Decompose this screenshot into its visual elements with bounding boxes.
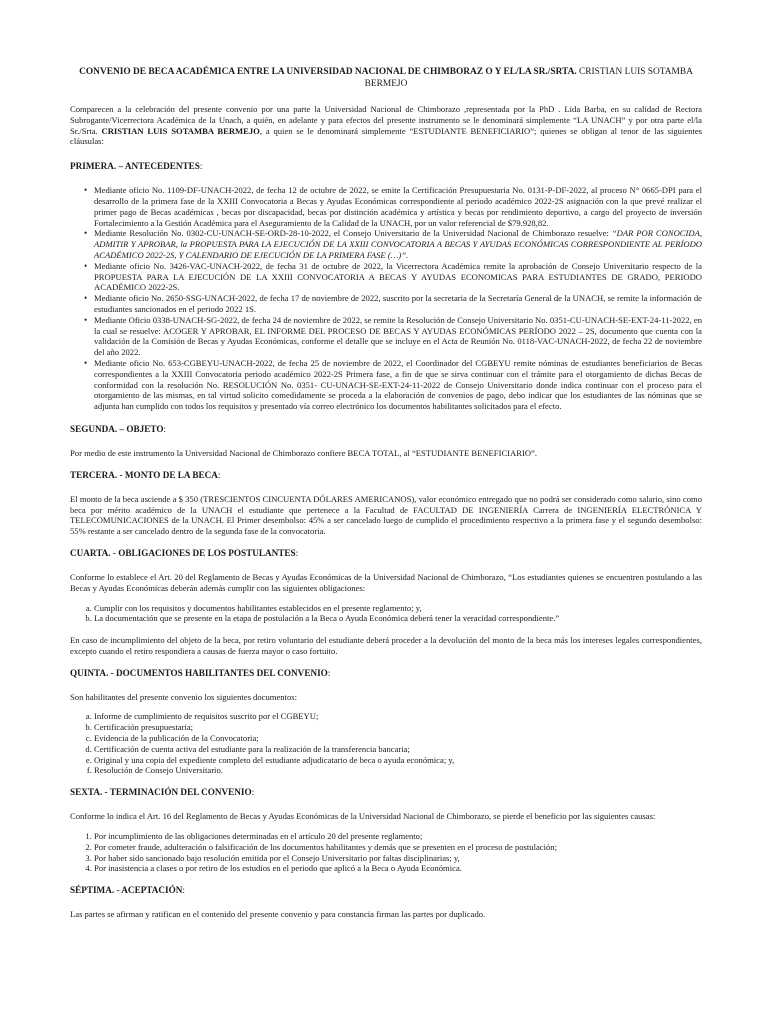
title-name: CRISTIAN LUIS SOTAMBA BERMEJO	[364, 67, 693, 89]
beneficiary-name: CRISTIAN LUIS SOTAMBA BERMEJO	[101, 125, 260, 136]
terminacion-list	[70, 831, 702, 874]
list-item: d. Certificación de cuenta activa del estudiante para la realización de la transferencia bancaria;	[94, 744, 702, 755]
list-item: a. Informe de cumplimiento de requisitos suscrito por el CGBEYU;	[94, 711, 702, 722]
septima-heading-colon: :	[182, 885, 185, 896]
list-item	[84, 228, 702, 260]
cuarta-heading-colon: :	[295, 547, 299, 558]
document-page	[70, 66, 702, 920]
sexta-heading-text: SEXTA. - TERMINACIÓN DEL CONVENIO	[70, 787, 252, 798]
list-item: 1. Por incumplimiento de las obligaciones determinadas en el artículo 20 del presente reglamento;	[94, 831, 702, 842]
list-item	[84, 315, 702, 358]
list-item	[84, 293, 702, 315]
list-item: b. La documentación que se presente en la etapa de postulación a la Beca o Ayuda Económica deberá tener la veracidad correspondiente.”	[94, 613, 702, 624]
antecedente-text: Mediante oficio No. 653-CGBEYU-UNACH-2022, de fecha 25 de noviembre de 2022, el Coordinador del CGBEYU remite nóminas de estudiantes beneficiarios de Becas correspondientes a la XXIII Convocatoria periodo académico 2022-2S Primera fase, a fin de que se sirva continuar con el trámite para el otorgamiento de dichas Becas de conformidad con la resolución No. RESOLUCIÓN No. 0351- CU-UNACH-SE-EXT-24-11-2022 de Consejo Universitario donde indica continuar con el proceso para el otorgamiento de las mismas, en tal virtud solicito comedidamente se proceda a la elaboración de convenios de pago, debo indicar que los estudiantes de las nóminas que se adjunta han cumplido con todos los requisitos y presentado vía correo electrónico los documentos habilitantes solicitados para el efecto.	[94, 357, 702, 412]
obligaciones-list	[70, 603, 702, 625]
list-item: 3. Por haber sido sancionado bajo resolución emitida por el Consejo Universitario por faltas disciplinarias; y,	[94, 853, 702, 864]
documentos-paragraph: Son habilitantes del presente convenio los siguientes documentos:	[70, 691, 297, 702]
segunda-heading-text: SEGUNDA. – OBJETO	[70, 423, 164, 434]
section-heading-segunda	[70, 424, 702, 435]
quinta-heading-colon: :	[327, 667, 331, 678]
antecedente-quote: “DAR POR CONOCIDA, ADMITIR Y APROBAR, la PROPUESTA PARA LA EJECUCIÓN DE LA XXIII CONVOCATORIA A BECAS Y AYUDAS ECONÓMICAS CORRESPONDIENTE AL PERÍODO ACADÉMICO 2022-2S, Y CALENDARIO DE EJECUCIÓN DE LA PRIMERA FASE (…)”.	[94, 228, 702, 260]
antecedentes-list	[70, 185, 702, 412]
aceptacion-paragraph: Las partes se afirman y ratifican en el contenido del presente convenio y para constancia firman las partes por duplicado.	[70, 909, 486, 920]
tercera-heading-text: TERCERA. - MONTO DE LA BECA	[70, 469, 218, 480]
terminacion-paragraph: Conforme lo indica el Art. 16 del Reglamento de Becas y Ayudas Económicas de la Universidad Nacional de Chimborazo, se pierde el beneficio por las siguientes causas:	[70, 811, 656, 822]
list-item: a. Cumplir con los requisitos y documentos habilitantes establecidos en el presente reglamento; y,	[94, 603, 702, 614]
tercera-heading-colon: :	[217, 469, 221, 480]
quinta-heading-text: QUINTA. - DOCUMENTOS HABILITANTES DEL CONVENIO	[70, 667, 328, 678]
list-item: c. Evidencia de la publicación de la Convocatoria;	[94, 733, 702, 744]
section-heading-sexta	[70, 787, 702, 798]
section-heading-tercera	[70, 470, 702, 481]
document-title	[70, 66, 702, 90]
monto-paragraph: El monto de la beca asciende a $ 350 (TRESCIENTOS CINCUENTA DÓLARES AMERICANOS), valor económico entregado que no podrá ser considerado como salario, sino como beca por mérito académico de la UNACH el estudiante que pertenece a la Facultad de FACULTAD DE INGENIERÍA Carrera de INGENIERÍA ELECTRÓNICA Y TELECOMUNICACIONES de la UNACH. El Primer desembolso: 45% a ser cancelado luego de cumplido el procedimiento respectivo a la primera fase y el segundo desembolso: 55% restante a ser cancelado dentro de la segunda fase de la convocatoria.	[70, 493, 702, 537]
section-heading-quinta	[70, 668, 702, 679]
list-item	[84, 358, 702, 412]
objeto-paragraph: Por medio de este instrumento la Universidad Nacional de Chimborazo confiere BECA TOTAL, al “ESTUDIANTE BENEFICIARIO”.	[70, 447, 538, 458]
obligaciones-paragraph: Conforme lo establece el Art. 20 del Reglamento de Becas y Ayudas Económicas de la Universidad Nacional de Chimborazo, “Los estudiantes quienes se encuentren postulando a las Becas y Ayudas Económicas deberán además cumplir con las siguientes obligaciones:	[70, 571, 702, 593]
antecedente-text: Mediante oficio No. 1109-DF-UNACH-2022, de fecha 12 de octubre de 2022, se emite la Certificación Presupuestaria No. 0131-P-DF-2022, al proceso N° 0665-DPI para el desarrollo de la primera fase de la XXIII Convocatoria a Becas y Ayudas Económicas correspondiente al periodo académico 2022-2S asignación con la que prevé realizar el primer pago de Becas académicas , becas por discapacidad, becas por distinción académica y artística y becas por rendimiento deportivo, a cargo del proyecto de inversión Fortalecimiento a la Gestión Académica para el Aseguramiento de la Calidad de la UNACH, por un valor referencial de $79.928,82.	[94, 185, 702, 228]
section-heading-cuarta	[70, 548, 702, 559]
cuarta-heading-text: CUARTA. - OBLIGACIONES DE LOS POSTULANTES	[70, 547, 296, 558]
antecedente-text: Mediante Oficio 0338-UNACH-SG-2022, de fecha 24 de noviembre de 2022, se remite la Resolución de Consejo Universitario No. 0351-CU-UNACH-SE-EXT-24-11-2022, en la cual se resuelve: ACOGER Y APROBAR, EL INFORME DEL PROCESO DE BECAS Y AYUDAS ECONÓMICAS PERÍODO 2022 – 2S, documento que cuenta con la validación de la Comisión de Becas y Ayudas Económicas, conforme el detalle que se incluye en el Acta de Reunión No. 0118-VAC-UNACH-2022, de fecha 22 de noviembre del año 2022.	[94, 314, 702, 358]
list-item	[84, 185, 702, 228]
list-item: e. Original y una copia del expediente completo del estudiante adjudicatario de beca o ayuda económica; y,	[94, 755, 702, 766]
segunda-heading-colon: :	[163, 423, 167, 434]
section-heading-septima	[70, 885, 702, 896]
incumplimiento-paragraph: En caso de incumplimiento del objeto de la beca, por retiro voluntario del estudiante deberá proceder a la devolución del monto de la beca más los intereses legales correspondientes, excepto cuando el retiro respondiera a causas de fuerza mayor o caso fortuito.	[70, 635, 702, 656]
antecedente-text: Mediante oficio No. 2650-SSG-UNACH-2022, de fecha 17 de noviembre de 2022, suscrito por la secretaria de la Secretaría General de la UNACH, se remite la información de estudiantes sancionados en el periodo 2022 1S.	[94, 293, 702, 314]
intro-paragraph	[70, 104, 702, 147]
section-heading-primera	[70, 161, 702, 172]
antecedente-text: Mediante Resolución No. 0302-CU-UNACH-SE-ORD-28-10-2022, el Consejo Universitario de la Universidad Nacional de Chimborazo resuelve:	[94, 228, 612, 239]
antecedente-text: Mediante oficio No. 3426-VAC-UNACH-2022, de fecha 31 de octubre de 2022, la Vicerrectora Académica remite la aprobación de Consejo Universitario respecto de la PROPUESTA PARA LA EJECUCIÓN DE LA XXIII CONVOCATORIA A BECAS Y AYUDAS ECONOMICAS PARA ESTUDIANTES DE GRADO, PERIODO ACADÉMICO 2022-2S.	[94, 260, 702, 293]
intro-part1: Comparecen a la celebración del presente convenio por una parte la Universidad Nacional de Chimborazo ,representada por la PhD . Lida Barba, en su calidad de Rectora Subrogante/Vicerrectora Académica de la Unach, a quién, en adelante y para efectos del presente instrumento se le denominará simplemente “LA UNACH” y por otra parte el/la Sr./Srta.	[70, 104, 702, 136]
sexta-heading-colon: :	[251, 787, 255, 798]
primera-heading-text: PRIMERA. – ANTECEDENTES	[70, 161, 200, 172]
title-bold: CONVENIO DE BECA ACADÉMICA ENTRE LA UNIVERSIDAD NACIONAL DE CHIMBORAZ O Y EL/LA SR./SRTA.	[79, 67, 577, 77]
septima-heading-text: SÉPTIMA. - ACEPTACIÓN	[70, 885, 183, 896]
list-item: 2. Por cometer fraude, adulteración o falsificación de los documentos habilitantes y demás que se presenten en el proceso de postulación;	[94, 842, 702, 853]
list-item: 4. Por inasistencia a clases o por retiro de los estudios en el periodo que aplicó a la Beca o Ayuda Económica.	[94, 863, 702, 874]
list-item: f. Resolución de Consejo Universitario.	[94, 765, 702, 776]
list-item	[84, 261, 702, 293]
list-item: b. Certificación presupuestaria;	[94, 722, 702, 733]
documentos-list	[70, 711, 702, 776]
primera-heading-colon: :	[199, 161, 203, 172]
intro-part2: , a quien se le denominará simplemente “ESTUDIANTE BENEFICIARIO”; quienes se obligan al tenor de las siguientes cláusulas:	[70, 125, 702, 147]
